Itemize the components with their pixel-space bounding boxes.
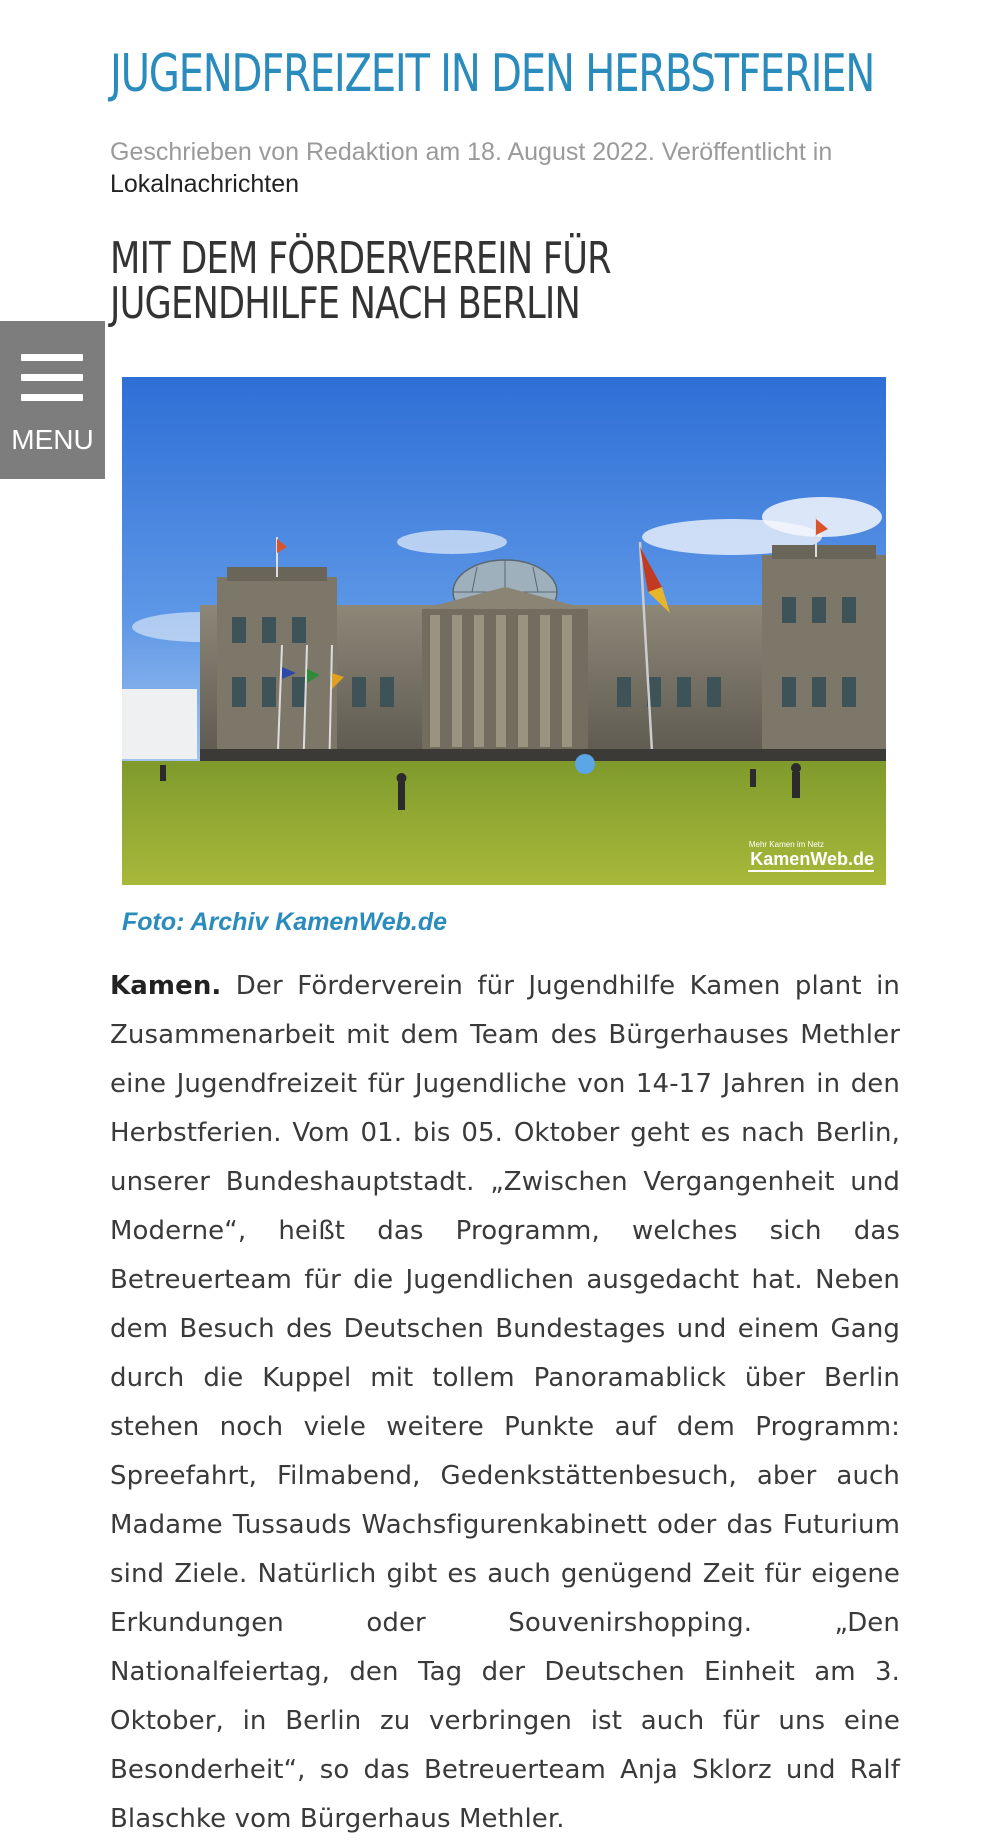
reichstag-photo-image (122, 377, 886, 885)
photo-watermark: KamenWeb.de (750, 849, 874, 869)
photo-caption: Foto: Archiv KamenWeb.de (122, 908, 448, 936)
article-lead: Kamen. (110, 971, 222, 1001)
article-body (110, 962, 900, 1844)
meta-text: Geschrieben von Redaktion am 18. August 2022. Veröffentlicht in (110, 138, 833, 166)
article-meta (110, 136, 900, 200)
article-body-text: Der Förderverein für Jugendhilfe Kamen plant in Zusammenarbeit mit dem Team des Bürgerhauses Methler eine Jugendfreizeit für Jugendliche von 14-17 Jahren in den Herbstferien. Vom 01. bis 05. Oktober geht es nach Berlin, unserer Bundeshauptstadt. „Zwischen Vergangenheit und Moderne“, heißt das Programm, welches sich das Betreuerteam für die Jugendlichen ausgedacht hat. Neben dem Besuch des Deutschen Bundestages und einem Gang durch die Kuppel mit tollem Panoramablick über Berlin stehen noch viele weitere Punkte auf dem Programm: Spreefahrt, Filmabend, Gedenkstättenbesuch, aber auch Madame Tussauds Wachsfigurenkabinett oder das Futurium sind Ziele. Natürlich gibt es auch genügend Zeit für eigene Erkundungen oder Souvenirshopping. „Den Nationalfeiertag, den Tag der Deutschen Einheit am 3. Oktober, in Berlin zu verbringen ist auch für uns eine Besonderheit“, so das Betreuerteam Anja Sklorz und Ralf Blaschke vom Bürgerhaus Methler. (110, 971, 900, 1834)
hamburger-icon (21, 354, 83, 402)
category-link[interactable]: Lokalnachrichten (110, 170, 300, 198)
menu-label: MENU (11, 424, 94, 455)
menu-toggle-button[interactable] (0, 321, 105, 479)
article-photo (122, 377, 886, 885)
article-subtitle: MIT DEM FÖRDERVEREIN FÜR JUGENDHILFE NACH BERLIN (110, 233, 611, 329)
photo-watermark-small: Mehr Kamen im Netz (748, 840, 824, 849)
page-title: JUGENDFREIZEIT IN DEN HERBSTFERIEN (110, 44, 875, 104)
